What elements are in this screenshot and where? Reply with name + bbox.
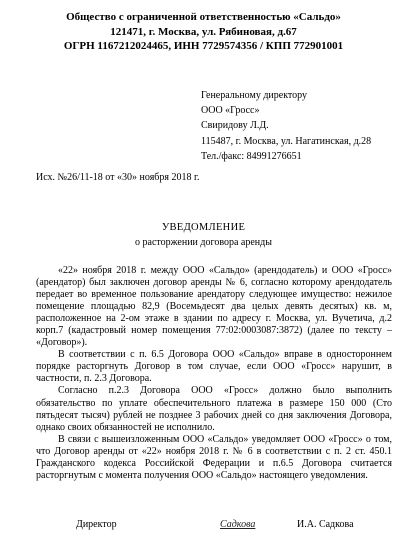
body-paragraph-notice: В связи с вышеизложенным ООО «Сальдо» уведомляет ООО «Гросс» о том, что Договор аренды от «22» ноября 2018 г. № 6 в соответствии с п. 2 ст. 450.1 Гражданского кодекса Российской Федерации и п.6.5 Договора считается расторгнутым с момента получения ООО «Сальдо» настоящего уведомления. xyxy=(36,433,392,481)
outgoing-reference: Исх. №26/11-18 от «30» ноября 2018 г. xyxy=(36,172,200,183)
body-paragraph-termination-right: В соответствии с п. 6.5 Договора ООО «Сальдо» вправе в одностороннем порядке расторгнуть Договор в том случае, если ООО «Гросс» нарушит, в частности, п. 2.3 Договора. xyxy=(36,349,392,385)
addressee-company: ООО «Гросс» xyxy=(201,105,260,117)
addressee-block xyxy=(201,88,371,164)
document-subtitle: о расторжении договора аренды xyxy=(135,237,272,248)
body-paragraph-contract: «22» ноября 2018 г. между ООО «Сальдо» (арендодатель) и ООО «Гросс» (арендатор) был заключен договор аренды № 6, согласно которому арендодатель передает во временное пользование арендатору следующее имущество: нежилое помещение площадью 82,9 (Восемьдесят два целых девять десятых) кв. м, расположенное на 2-ом этаже в здании по адресу г. Москва, ул. Вучетича, д.2 корп.7 (кадастровый номер помещения 77:02:0003087:3872) (далее по тексту – «Договор»). xyxy=(36,265,392,349)
addressee-name: Свиридову Л.Д. xyxy=(201,120,269,132)
addressee-phone: Тел./факс: 84991276651 xyxy=(201,150,302,162)
company-address: 121471, г. Москва, ул. Рябиновая, д.67 xyxy=(110,25,297,38)
letter-body xyxy=(36,265,392,482)
handwritten-signature: Садкова xyxy=(220,519,256,530)
addressee-address: 115487, г. Москва, ул. Нагатинская, д.28 xyxy=(201,135,372,147)
company-header xyxy=(0,10,407,54)
body-paragraph-breach: Согласно п.2.3 Договора ООО «Гросс» должно было выполнить обязательство по уплате обеспечительного платежа в размере 150 000 (Сто пятьдесят тысяч) рублей не позднее 3 рабочих дней со дня заключения Договора, однако своих обязанностей не исполнило. xyxy=(36,385,392,433)
document-title: УВЕДОМЛЕНИЕ xyxy=(161,222,246,233)
company-name: Общество с ограниченной ответственностью «Сальдо» xyxy=(66,11,341,23)
signatory-name: И.А. Садкова xyxy=(297,519,354,530)
company-registration: ОГРН 1167212024465, ИНН 7729574356 / КПП 772901001 xyxy=(63,40,344,52)
addressee-position: Генеральному директору xyxy=(201,90,308,101)
signatory-role: Директор xyxy=(76,519,117,530)
